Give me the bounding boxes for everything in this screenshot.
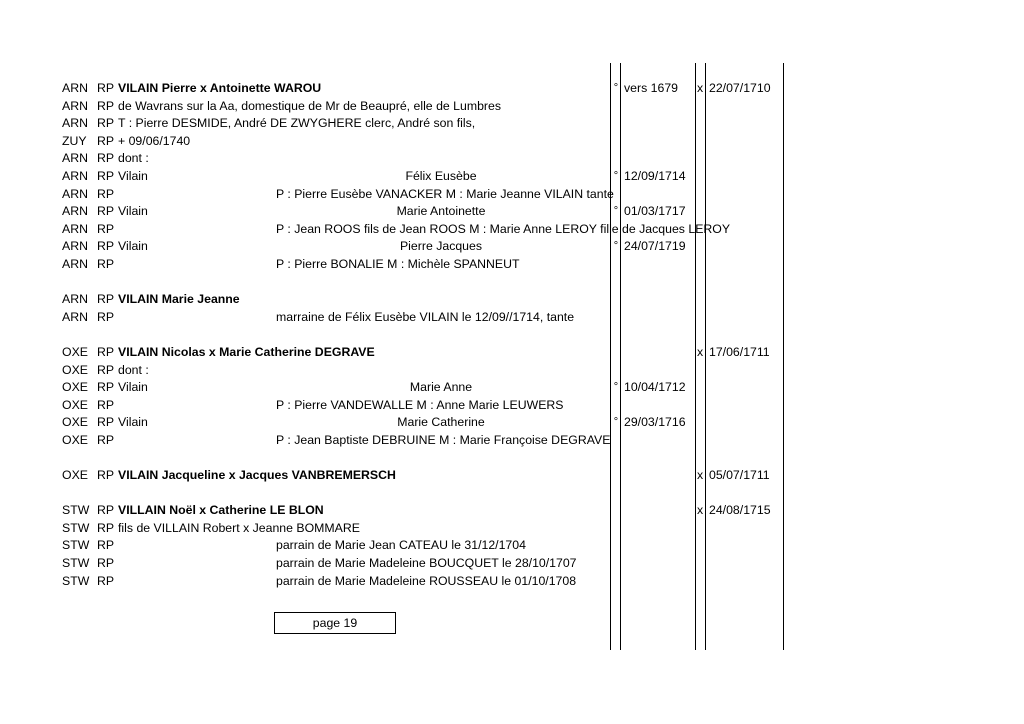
parish-code: ARN [62, 239, 88, 254]
record-type: RP [97, 468, 115, 483]
entry-text: Vilain [118, 204, 148, 219]
table-row [0, 168, 1024, 186]
record-type: RP [97, 221, 115, 236]
child-name: Marie Anne [409, 380, 473, 395]
record-type: RP [97, 133, 115, 148]
entry-text: VILAIN Nicolas x Marie Catherine DEGRAVE [118, 344, 375, 359]
parish-code: ARN [62, 116, 88, 131]
parish-code: STW [62, 573, 90, 588]
record-type: RP [97, 256, 115, 271]
parish-code: ARN [62, 168, 88, 183]
parish-code: ARN [62, 186, 88, 201]
record-type: RP [97, 151, 115, 166]
baptism-date: 24/07/1719 [624, 239, 686, 254]
entry-text: VILLAIN Noël x Catherine LE BLON [118, 503, 324, 518]
birth-symbol: ° [613, 416, 619, 429]
table-row [0, 502, 1024, 520]
row-spacer [0, 485, 1024, 503]
parish-code: ARN [62, 204, 88, 219]
entry-text: Vilain [118, 380, 148, 395]
parish-code: ARN [62, 256, 88, 271]
note-text: marraine de Félix Eusèbe VILAIN le 12/09//1714, tante [276, 309, 575, 324]
record-type: RP [97, 503, 115, 518]
record-type: RP [97, 292, 115, 307]
record-type: RP [97, 520, 115, 535]
note-text: P : Pierre BONALIE M : Michèle SPANNEUT [276, 256, 520, 271]
parish-code: OXE [62, 468, 88, 483]
birth-symbol: ° [613, 205, 619, 218]
child-name: Félix Eusèbe [405, 168, 477, 183]
parish-code: ARN [62, 98, 88, 113]
record-type: RP [97, 204, 115, 219]
table-row [0, 555, 1024, 573]
parish-code: OXE [62, 362, 88, 377]
parish-code: OXE [62, 397, 88, 412]
baptism-date: 12/09/1714 [624, 168, 686, 183]
parish-code: ARN [62, 221, 88, 236]
parish-code: OXE [62, 380, 88, 395]
entry-text: fils de VILLAIN Robert x Jeanne BOMMARE [118, 520, 360, 535]
table-row [0, 397, 1024, 415]
marriage-symbol: x [697, 344, 704, 359]
table-row [0, 80, 1024, 98]
table-row [0, 238, 1024, 256]
table-row [0, 291, 1024, 309]
table-row [0, 432, 1024, 450]
note-text: parrain de Marie Jean CATEAU le 31/12/1704 [276, 538, 526, 553]
table-row [0, 362, 1024, 380]
marriage-date: 24/08/1715 [709, 503, 771, 518]
baptism-date: vers 1679 [624, 81, 679, 95]
note-text: P : Jean Baptiste DEBRUINE M : Marie Françoise DEGRAVE [276, 432, 611, 447]
birth-symbol: ° [613, 381, 619, 394]
table-row [0, 573, 1024, 591]
entry-text: + 09/06/1740 [118, 133, 191, 148]
baptism-date: 29/03/1716 [624, 415, 686, 430]
table-row [0, 309, 1024, 327]
note-text: parrain de Marie Madeleine BOUCQUET le 28/10/1707 [276, 556, 577, 571]
note-text: P : Pierre VANDEWALLE M : Anne Marie LEUWERS [276, 397, 564, 412]
record-type: RP [97, 397, 115, 412]
record-type: RP [97, 380, 115, 395]
table-row [0, 467, 1024, 485]
entry-text: Vilain [118, 239, 148, 254]
parish-code: OXE [62, 344, 88, 359]
marriage-symbol: x [697, 468, 704, 483]
record-type: RP [97, 362, 115, 377]
parish-code: STW [62, 520, 90, 535]
record-type: RP [97, 538, 115, 553]
parish-code: ZUY [62, 133, 87, 148]
record-type: RP [97, 415, 115, 430]
note-text: P : Pierre Eusèbe VANACKER M : Marie Jeanne VILAIN tante [276, 186, 614, 201]
birth-symbol: ° [613, 82, 619, 94]
row-spacer [0, 326, 1024, 344]
entry-text: Vilain [118, 168, 148, 183]
parish-code: STW [62, 556, 90, 571]
row-spacer [0, 274, 1024, 292]
record-type: RP [97, 239, 115, 254]
table-row [0, 221, 1024, 239]
record-type: RP [97, 573, 115, 588]
marriage-date: 05/07/1711 [709, 468, 770, 483]
genealogy-rows [0, 80, 1024, 590]
record-type: RP [97, 344, 115, 359]
baptism-date: 10/04/1712 [624, 380, 686, 395]
parish-code: OXE [62, 415, 88, 430]
entry-text: dont : [118, 362, 149, 377]
entry-text: de Wavrans sur la Aa, domestique de Mr de Beaupré, elle de Lumbres [118, 98, 502, 113]
table-row [0, 150, 1024, 168]
record-type: RP [97, 309, 115, 324]
entry-text: VILAIN Marie Jeanne [118, 292, 240, 307]
table-row [0, 133, 1024, 151]
entry-text: dont : [118, 151, 149, 166]
table-row [0, 203, 1024, 221]
parish-code: ARN [62, 81, 88, 95]
table-row [0, 256, 1024, 274]
note-text: P : Jean ROOS fils de Jean ROOS M : Marie Anne LEROY fille de Jacques LEROY [276, 221, 731, 236]
table-row [0, 379, 1024, 397]
marriage-date: 17/06/1711 [709, 344, 770, 359]
table-row [0, 344, 1024, 362]
table-row [0, 414, 1024, 432]
record-type: RP [97, 186, 115, 201]
parish-code: ARN [62, 292, 88, 307]
page-number: page 19 [274, 612, 396, 634]
parish-code: ARN [62, 309, 88, 324]
child-name: Marie Antoinette [396, 204, 486, 219]
marriage-date: 22/07/1710 [709, 81, 771, 95]
table-row [0, 537, 1024, 555]
entry-text: VILAIN Pierre x Antoinette WAROU [118, 81, 322, 95]
record-type: RP [97, 432, 115, 447]
record-type: RP [97, 98, 115, 113]
birth-symbol: ° [613, 169, 619, 182]
record-type: RP [97, 116, 115, 131]
table-row [0, 115, 1024, 133]
parish-code: ARN [62, 151, 88, 166]
baptism-date: 01/03/1717 [624, 204, 686, 219]
parish-code: STW [62, 538, 90, 553]
row-spacer [0, 449, 1024, 467]
table-row [0, 98, 1024, 116]
record-type: RP [97, 168, 115, 183]
parish-code: OXE [62, 432, 88, 447]
child-name: Marie Catherine [397, 415, 485, 430]
parish-code: STW [62, 503, 90, 518]
record-type: RP [97, 556, 115, 571]
birth-symbol: ° [613, 240, 619, 253]
note-text: parrain de Marie Madeleine ROUSSEAU le 01/10/1708 [276, 573, 577, 588]
marriage-symbol: x [697, 81, 704, 95]
record-type: RP [97, 81, 115, 95]
child-name: Pierre Jacques [399, 239, 483, 254]
entry-text: T : Pierre DESMIDE, André DE ZWYGHERE clerc, André son fils, [118, 116, 476, 131]
entry-text: Vilain [118, 415, 148, 430]
table-row [0, 520, 1024, 538]
table-row [0, 186, 1024, 204]
entry-text: VILAIN Jacqueline x Jacques VANBREMERSCH [118, 468, 396, 483]
marriage-symbol: x [697, 503, 704, 518]
